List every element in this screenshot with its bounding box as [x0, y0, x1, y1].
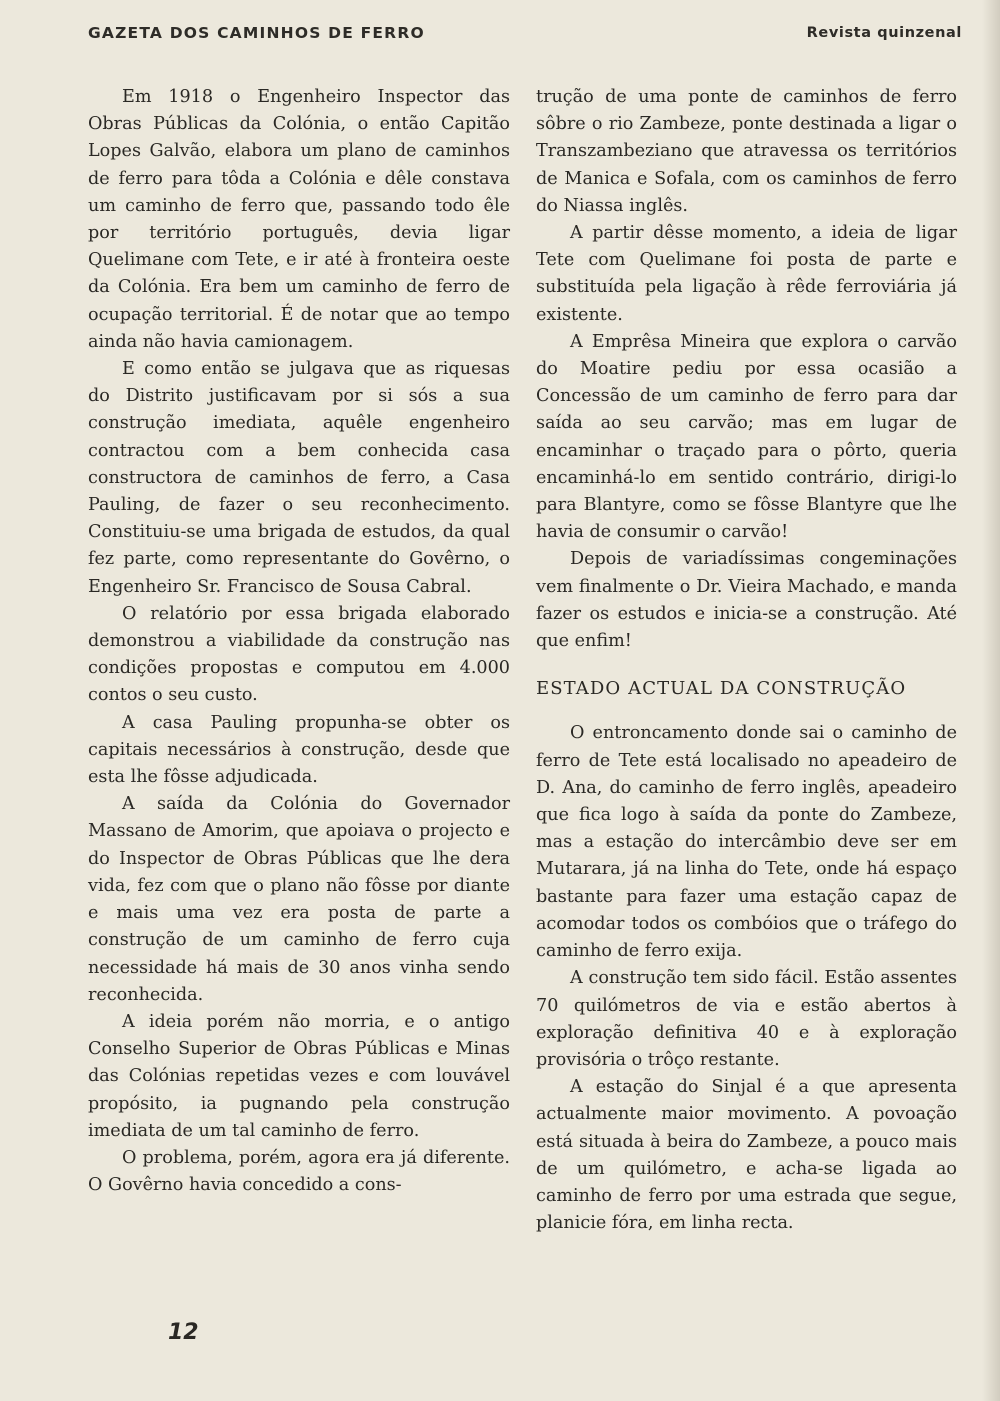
right-column — [536, 84, 957, 1237]
paragraph: O relatório por essa brigada elaborado demonstrou a viabilidade da construção nas condições propostas e computou em 4.000 contos o seu custo. — [88, 603, 510, 706]
paragraph: A partir dêsse momento, a ideia de ligar Tete com Quelimane foi posta de parte e substituída pela ligação à rêde ferroviária já existente. — [536, 223, 957, 325]
left-column — [88, 84, 510, 1199]
paragraph-continuation: trução de uma ponte de caminhos de ferro sôbre o rio Zambeze, ponte destinada a ligar o Transzambeziano que atravessa os territórios de Manica e Sofala, com os caminhos de ferro do Niassa inglês. — [536, 87, 957, 216]
paragraph: A estação do Sinjal é a que apresenta actualmente maior movimento. A povoação está situada à beira do Zambeze, a pouco mais de um quilómetro, e acha-se ligada ao caminho de ferro por uma estrada que segue, planicie fóra, em linha recta. — [536, 1077, 957, 1234]
paragraph: A casa Pauling propunha-se obter os capitais necessários à construção, desde que esta lhe fôsse adjudicada. — [88, 712, 510, 788]
paragraph: E como então se julgava que as riquesas do Distrito justificavam por si sós a sua construção imediata, aquêle engenheiro contractou com a bem conhecida casa constructora de caminhos de ferro, a Casa Pauling, de fazer o seu reconhecimento. Constituiu-se uma brigada de estudos, da qual fez parte, como representante do Govêrno, o Engenheiro Sr. Francisco de Sousa Cabral. — [88, 359, 510, 597]
page-edge-shadow — [982, 0, 1000, 1401]
page-number: 12 — [168, 1320, 199, 1345]
paragraph: Em 1918 o Engenheiro Inspector das Obras Públicas da Colónia, o então Capitão Lopes Galvão, elabora um plano de caminhos de ferro para tôda a Colónia e dêle constava um caminho de ferro que, passando todo êle por território português, devia ligar Quelimane com Tete, e ir até à fronteira oeste da Colónia. Era bem um caminho de ferro de ocupação territorial. É de notar que ao tempo ainda não havia camionagem. — [88, 87, 510, 352]
paragraph: A Emprêsa Mineira que explora o carvão do Moatire pediu por essa ocasião a Concessão de um caminho de ferro para dar saída ao seu carvão; mas em lugar de encaminhar o traçado para o pôrto, queria encaminhá-lo em sentido contrário, dirigi-lo para Blantyre, como se fôsse Blantyre que lhe havia de consumir o carvão! — [536, 331, 957, 543]
section-heading: ESTADO ACTUAL DA CONSTRUÇÃO — [536, 678, 907, 700]
paragraph: A construção tem sido fácil. Estão assentes 70 quilómetros de via e estão abertos à exploração definitiva 40 e à exploração provisória o trôço restante. — [536, 968, 957, 1070]
running-header-title: GAZETA DOS CAMINHOS DE FERRO — [88, 24, 425, 42]
paragraph: O problema, porém, agora era já diferente. O Govêrno havia concedido a cons- — [88, 1147, 510, 1196]
paragraph: A saída da Colónia do Governador Massano de Amorim, que apoiava o projecto e do Inspector de Obras Públicas que lhe dera vida, fez com que o plano não fôsse por diante e mais uma vez era posta de parte a construção de um caminho de ferro cuja necessidade há mais de 30 anos vinha sendo reconhecida. — [88, 794, 510, 1005]
paragraph: A ideia porém não morria, e o antigo Conselho Superior de Obras Públicas e Minas das Colónias repetidas vezes e com louvável propósito, ia pugnando pela construção imediata de um tal caminho de ferro. — [88, 1011, 510, 1141]
paragraph: O entroncamento donde sai o caminho de ferro de Tete está localisado no apeadeiro de D. Ana, do caminho de ferro inglês, apeadeiro que fica logo à saída da ponte do Zambeze, mas a estação do intercâmbio deve ser em Mutarara, já na linha do Tete, onde há espaço bastante para fazer uma estação capaz de acomodar todos os combóios que o tráfego do caminho de ferro exija. — [536, 723, 957, 962]
running-header-subtitle: Revista quinzenal — [806, 25, 962, 41]
paragraph: Depois de variadíssimas congeminações vem finalmente o Dr. Vieira Machado, e manda fazer os estudos e inicia-se a construção. Até que enfim! — [536, 549, 957, 652]
